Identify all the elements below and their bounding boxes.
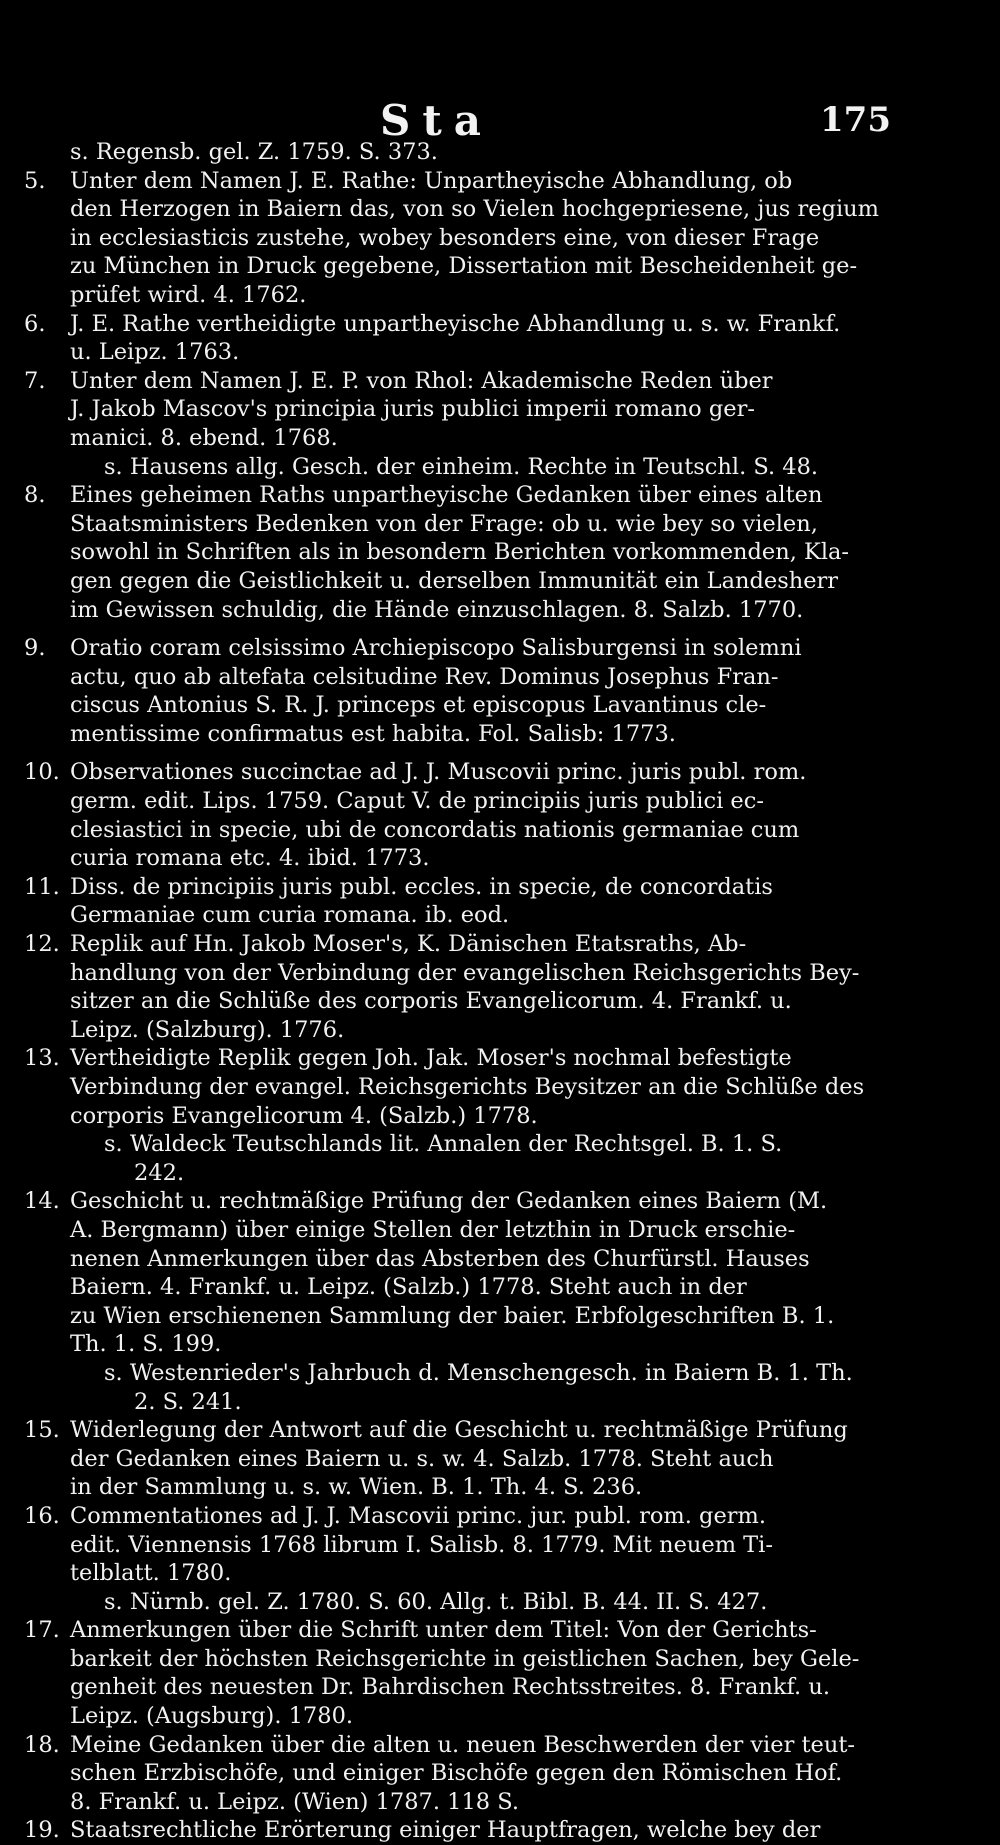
line-text: der Gedanken eines Baiern u. s. w. 4. Salzb. 1778. Steht auch	[70, 1445, 774, 1472]
line-text: telblatt. 1780.	[70, 1560, 232, 1587]
line-text: prüfet wird. 4. 1762.	[70, 281, 307, 308]
line-text: sowohl in Schriften als in besondern Berichten vorkommenden, Kla-	[70, 539, 850, 566]
entry-number: 5.	[24, 167, 46, 194]
line-text: clesiastici in specie, ubi de concordatis nationis germaniae cum	[70, 816, 800, 843]
text-line	[24, 596, 894, 625]
line-text: s. Westenrieder's Jahrbuch d. Menschengesch. in Baiern B. 1. Th.	[104, 1359, 853, 1386]
entry-number: 7.	[24, 367, 46, 394]
line-text: ciscus Antonius S. R. J. princeps et episcopus Lavantinus cle-	[70, 692, 767, 719]
line-text: sitzer an die Schlüße des corporis Evangelicorum. 4. Frankf. u.	[70, 988, 792, 1015]
text-line	[24, 1473, 894, 1502]
text-line	[24, 1759, 894, 1788]
line-text: Meine Gedanken über die alten u. neuen Beschwerden der vier teut-	[70, 1731, 855, 1758]
line-text: A. Bergmann) über einige Stellen der letzthin in Druck erschie-	[70, 1216, 796, 1243]
line-text: Leipz. (Augsburg). 1780.	[70, 1703, 354, 1730]
text-line	[24, 252, 894, 281]
text-line	[24, 424, 894, 453]
text-line	[24, 1016, 894, 1045]
text-line	[24, 195, 894, 224]
text-line	[24, 1788, 894, 1817]
entry-number: 10.	[24, 759, 60, 786]
line-text: actu, quo ab altefata celsitudine Rev. Dominus Josephus Fran-	[70, 663, 779, 690]
text-line	[24, 1102, 894, 1131]
line-text: s. Waldeck Teutschlands lit. Annalen der Rechtsgel. B. 1. S.	[104, 1131, 783, 1158]
line-text: Verbindung der evangel. Reichsgerichts Beysitzer an die Schlüße des	[70, 1074, 865, 1100]
text-line	[24, 959, 894, 988]
text-line	[24, 1531, 894, 1560]
text-line	[24, 1645, 894, 1674]
entry-number: 14.	[24, 1188, 60, 1215]
line-text: curia romana etc. 4. ibid. 1773.	[70, 845, 430, 872]
text-line	[24, 167, 894, 196]
line-text: Widerlegung der Antwort auf die Geschicht u. rechtmäßige Prüfung	[70, 1417, 848, 1444]
page-number: 175	[820, 100, 891, 140]
text-line	[24, 1588, 894, 1617]
line-text: Th. 1. S. 199.	[70, 1331, 222, 1358]
text-line	[24, 138, 894, 167]
text-line	[24, 310, 894, 339]
line-text: barkeit der höchsten Reichsgerichte in geistlichen Sachen, bey Gele-	[70, 1645, 860, 1672]
text-line	[24, 1731, 894, 1760]
text-line	[24, 510, 894, 539]
entry-number: 8.	[24, 482, 46, 509]
text-line	[24, 224, 894, 253]
line-text: 8. Frankf. u. Leipz. (Wien) 1787. 118 S.	[70, 1788, 520, 1815]
line-text: corporis Evangelicorum 4. (Salzb.) 1778.	[70, 1102, 538, 1129]
text-line	[24, 758, 894, 787]
line-text: 2. S. 241.	[134, 1388, 242, 1415]
text-line	[24, 1702, 894, 1731]
text-line	[24, 1502, 894, 1531]
line-text: s. Nürnb. gel. Z. 1780. S. 60. Allg. t. Bibl. B. 44. II. S. 427.	[104, 1588, 768, 1615]
entry-number: 15.	[24, 1417, 60, 1444]
text-line	[24, 930, 894, 959]
text-line	[24, 367, 894, 396]
text-line	[24, 663, 894, 692]
line-text: Vertheidigte Replik gegen Joh. Jak. Moser's nochmal befestigte	[70, 1045, 792, 1072]
line-text: gen gegen die Geistlichkeit u. derselben Immunität ein Landesherr	[70, 567, 839, 594]
line-text: Commentationes ad J. J. Mascovii princ. jur. publ. rom. germ.	[70, 1502, 767, 1529]
text-line	[24, 1073, 894, 1102]
entry-number: 9.	[24, 635, 46, 662]
text-line	[24, 1388, 894, 1417]
text-line	[24, 567, 894, 596]
text-line	[24, 1816, 894, 1845]
line-text: mentissime confirmatus est habita. Fol. Salisb: 1773.	[70, 720, 676, 747]
entry-number: 19.	[24, 1817, 60, 1844]
text-line	[24, 901, 894, 930]
line-text: nenen Anmerkungen über das Absterben des Churfürstl. Hauses	[70, 1245, 810, 1272]
text-line	[24, 1302, 894, 1331]
paragraph-gap	[24, 748, 894, 758]
line-text: u. Leipz. 1763.	[70, 339, 240, 366]
line-text: 242.	[134, 1159, 185, 1186]
text-line	[24, 1359, 894, 1388]
line-text: manici. 8. ebend. 1768.	[70, 424, 338, 451]
paragraph-gap	[24, 624, 894, 634]
text-line	[24, 720, 894, 749]
entry-number: 18.	[24, 1731, 60, 1758]
text-line	[24, 1216, 894, 1245]
line-text: Anmerkungen über die Schrift unter dem Titel: Von der Gerichts-	[70, 1617, 817, 1644]
line-text: Geschicht u. rechtmäßige Prüfung der Gedanken eines Baiern (M.	[70, 1188, 828, 1215]
text-line	[24, 1130, 894, 1159]
text-line	[24, 1616, 894, 1645]
line-text: schen Erzbischöfe, und einiger Bischöfe gegen den Römischen Hof.	[70, 1760, 843, 1787]
text-line	[24, 873, 894, 902]
line-text: Staatsrechtliche Erörterung einiger Hauptfragen, welche bey der	[70, 1817, 821, 1844]
line-text: handlung von der Verbindung der evangelischen Reichsgerichts Bey-	[70, 959, 860, 986]
text-line	[24, 787, 894, 816]
line-text: zu Wien erschienenen Sammlung der baier. Erbfolgeschriften B. 1.	[70, 1302, 835, 1329]
line-text: Observationes succinctae ad J. J. Muscovii princ. juris publ. rom.	[70, 759, 807, 786]
line-text: in der Sammlung u. s. w. Wien. B. 1. Th. 4. S. 236.	[70, 1474, 643, 1501]
line-text: Staatsministers Bedenken von der Frage: ob u. wie bey so vielen,	[70, 510, 818, 537]
line-text: edit. Viennensis 1768 librum I. Salisb. 8. 1779. Mit neuem Ti-	[70, 1531, 773, 1558]
line-text: J. E. Rathe vertheidigte unpartheyische Abhandlung u. s. w. Frankf.	[70, 310, 841, 337]
line-text: in ecclesiasticis zustehe, wobey besonders eine, von dieser Frage	[70, 224, 820, 251]
text-line	[24, 1245, 894, 1274]
text-line	[24, 1044, 894, 1073]
text-line	[24, 1273, 894, 1302]
line-text: Replik auf Hn. Jakob Moser's, K. Dänischen Etatsraths, Ab-	[70, 931, 747, 958]
line-text: Baiern. 4. Frankf. u. Leipz. (Salzb.) 1778. Steht auch in der	[70, 1274, 747, 1301]
entry-number: 12.	[24, 931, 60, 958]
line-text: J. Jakob Mascov's principia juris publici imperii romano ger-	[70, 396, 755, 423]
line-text: Eines geheimen Raths unpartheyische Gedanken über eines alten	[70, 482, 823, 509]
text-line	[24, 1187, 894, 1216]
line-text: Leipz. (Salzburg). 1776.	[70, 1016, 345, 1043]
line-text: germ. edit. Lips. 1759. Caput V. de principiis juris publici ec-	[70, 788, 764, 815]
text-line	[24, 691, 894, 720]
text-line	[24, 395, 894, 424]
text-line	[24, 1559, 894, 1588]
text-line	[24, 538, 894, 567]
text-line	[24, 453, 894, 482]
text-line	[24, 844, 894, 873]
entry-number: 6.	[24, 310, 46, 337]
text-line	[24, 816, 894, 845]
text-line	[24, 1159, 894, 1188]
line-text: Germaniae cum curia romana. ib. eod.	[70, 902, 510, 929]
text-line	[24, 281, 894, 310]
text-line	[24, 1330, 894, 1359]
text-line	[24, 1416, 894, 1445]
line-text: Unter dem Namen J. E. Rathe: Unpartheyische Abhandlung, ob	[70, 167, 793, 194]
entry-number: 11.	[24, 873, 60, 900]
text-line	[24, 987, 894, 1016]
line-text: den Herzogen in Baiern das, von so Vielen hochgepriesene, jus regium	[70, 196, 880, 223]
running-title: Sta	[380, 96, 493, 145]
text-line	[24, 634, 894, 663]
line-text: genheit des neuesten Dr. Bahrdischen Rechtsstreites. 8. Frankf. u.	[70, 1674, 831, 1701]
line-text: im Gewissen schuldig, die Hände einzuschlagen. 8. Salzb. 1770.	[70, 596, 804, 623]
line-text: s. Regensb. gel. Z. 1759. S. 373.	[70, 139, 438, 165]
line-text: s. Hausens allg. Gesch. der einheim. Rechte in Teutschl. S. 48.	[104, 453, 819, 480]
text-line	[24, 1445, 894, 1474]
text-line	[24, 338, 894, 367]
entry-number: 16.	[24, 1502, 60, 1529]
line-text: Diss. de principiis juris publ. eccles. in specie, de concordatis	[70, 873, 773, 900]
entry-number: 13.	[24, 1045, 60, 1072]
entry-number: 17.	[24, 1617, 60, 1644]
line-text: Unter dem Namen J. E. P. von Rhol: Akademische Reden über	[70, 367, 773, 394]
line-text: zu München in Druck gegebene, Dissertation mit Bescheidenheit ge-	[70, 253, 858, 280]
text-line	[24, 1673, 894, 1702]
text-line	[24, 481, 894, 510]
text-body	[24, 138, 894, 1845]
line-text: Oratio coram celsissimo Archiepiscopo Salisburgensi in solemni	[70, 635, 802, 662]
